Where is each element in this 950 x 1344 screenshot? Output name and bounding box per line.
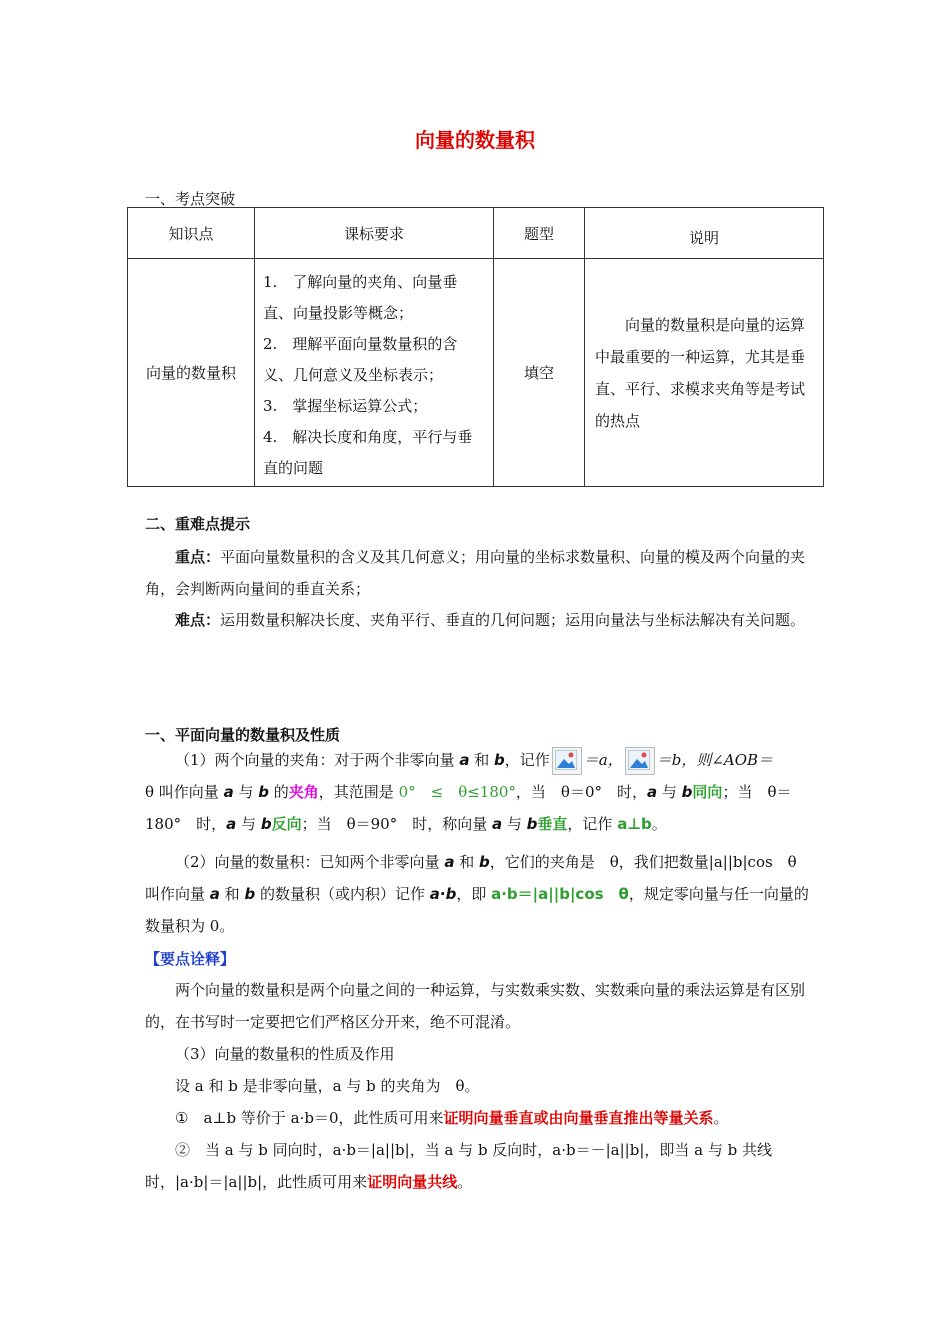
text-run: 的数量积（或内积）记作 [255,885,430,903]
text-run: 的 [269,783,289,801]
image-placeholder-icon [625,747,655,775]
text-run: ，当 θ＝0° 时， [515,783,647,801]
same-direction-term: 同向 [692,783,723,801]
text-run: 与 [657,783,682,801]
key-label: 重点： [175,548,221,566]
difficulty-paragraph [145,604,810,636]
opposite-direction-term: 反向 [271,815,302,833]
difficulty-text: 运用数量积解决长度、夹角平行、垂直的几何问题；运用向量法与坐标法解决有关问题。 [220,611,806,629]
text-run: 与 [233,783,259,801]
page-title: 向量的数量积 [415,128,535,152]
requirement-item: 3. 掌握坐标运算公式； [263,397,428,415]
text-run: 与 [236,815,261,833]
vector-b: b [244,885,256,903]
vector-b: b [258,783,269,801]
vector-b: b [479,853,490,871]
table-cell-requirements [255,259,494,487]
text-run: 和 [469,751,494,769]
properties-heading: （3）向量的数量积的性质及作用 [175,1045,395,1063]
text-run: ，其范围是 [318,783,399,801]
text-run: 。 [713,1109,729,1127]
angle-term: 夹角 [288,783,319,801]
text-run: ，记作 [504,751,550,769]
text-run: 和 [454,853,479,871]
text-run: ，即 [456,885,492,903]
table-header: 说明 [585,208,824,259]
angle-definition-paragraph [145,744,810,840]
dot-notation: a·b [429,885,457,903]
perpendicular-symbol: a⊥b [617,815,652,833]
text-run: ，规定零向量与任一向量的数量积为 0。 [145,885,809,935]
text-run: ① a⊥b 等价于 a·b＝0，此性质可用来 [175,1109,444,1127]
table-cell-topic: 向量的数量积 [128,259,255,487]
text-run: ；当 θ＝180° 时， [145,783,792,833]
vector-a: a [226,815,237,833]
text-run: （2）向量的数量积：已知两个非零向量 [175,853,445,871]
vector-a: a [647,783,658,801]
vector-b: b [494,751,505,769]
requirement-item: 2. 理解平面向量数量积的含义、几何意义及坐标表示； [263,335,458,384]
table-header: 题型 [494,208,585,259]
part1-heading: 一、平面向量的数量积及性质 [145,726,341,744]
key-text: 平面向量数量积的含义及其几何意义；用向量的坐标求数量积、向量的模及两个向量的夹角，会判断两向量间的垂直关系； [145,548,806,598]
explanation-paragraph: 两个向量的数量积是两个向量之间的一种运算，与实数乘实数、实数乘向量的乘法运算是有区别的，在书写时一定要把它们严格区分开来，绝不可混淆。 [145,981,806,1031]
table-cell-note: 向量的数量积是向量的运算中最重要的一种运算，尤其是垂直、平行、求模求夹角等是考试的热点 [585,259,824,487]
text-run: 。 [457,1173,473,1191]
requirement-item: 1. 了解向量的夹角、向量垂直、向量投影等概念； [263,273,458,322]
text-run: ② 当 a 与 b 同向时，a·b＝|a||b|，当 a 与 b 反向时，a·b＝－|a||b|，即当 a 与 b 共线时，|a·b|＝|a||b|，此性质可用来 [145,1141,772,1191]
text-run: ＝b，则∠AOB＝ [656,751,774,769]
vector-a: a [223,783,234,801]
image-placeholder-icon [552,747,582,775]
vector-a: a [209,885,220,903]
angle-range: 0° ≤ θ≤180° [398,783,516,801]
table-header: 课标要求 [255,208,494,259]
text-run: 和 [219,885,245,903]
section-heading-exam-points: 一、考点突破 [145,190,236,208]
knowledge-table [127,207,824,487]
section-heading-key-points: 二、重难点提示 [145,515,251,533]
dot-product-formula: a·b＝|a||b|cos θ [491,885,629,903]
properties-assumption: 设 a 和 b 是非零向量，a 与 b 的夹角为 θ。 [175,1077,480,1095]
highlight-text: 证明向量垂直或由向量垂直推出等量关系 [443,1109,714,1127]
text-run: 与 [502,815,527,833]
text-run: （1）两个向量的夹角：对于两个非零向量 [175,751,460,769]
table-cell-type: 填空 [494,259,585,487]
text-run: ，它们的夹角是 θ，我们把数量|a||b|cos θ 叫作向量 [145,853,797,903]
text-run: ；当 θ＝90° 时，称向量 [301,815,492,833]
text-run: ，记作 [567,815,618,833]
difficulty-label: 难点： [175,611,221,629]
property-item-2 [145,1134,810,1198]
vector-a: a [491,815,503,833]
key-point-paragraph [145,541,810,605]
text-run: 。 [651,815,667,833]
table-header-row [128,208,824,259]
highlight-text: 证明向量共线 [367,1173,458,1191]
vector-b: b [260,815,272,833]
explanation-heading [145,948,235,969]
explanation-heading-text: 【要点诠释】 [145,950,236,968]
table-header: 知识点 [128,208,255,259]
text-run: ＝a， [583,751,623,769]
dot-product-definition-paragraph [145,846,810,942]
vector-b: b [681,783,693,801]
table-row [128,259,824,487]
text-run: θ 叫作向量 [145,783,224,801]
vector-a: a [459,751,470,769]
property-item-1 [145,1102,810,1134]
vector-b: b [526,815,538,833]
vector-a: a [444,853,455,871]
perpendicular-term: 垂直 [537,815,568,833]
requirement-item: 4. 解决长度和角度，平行与垂直的问题 [263,428,473,477]
